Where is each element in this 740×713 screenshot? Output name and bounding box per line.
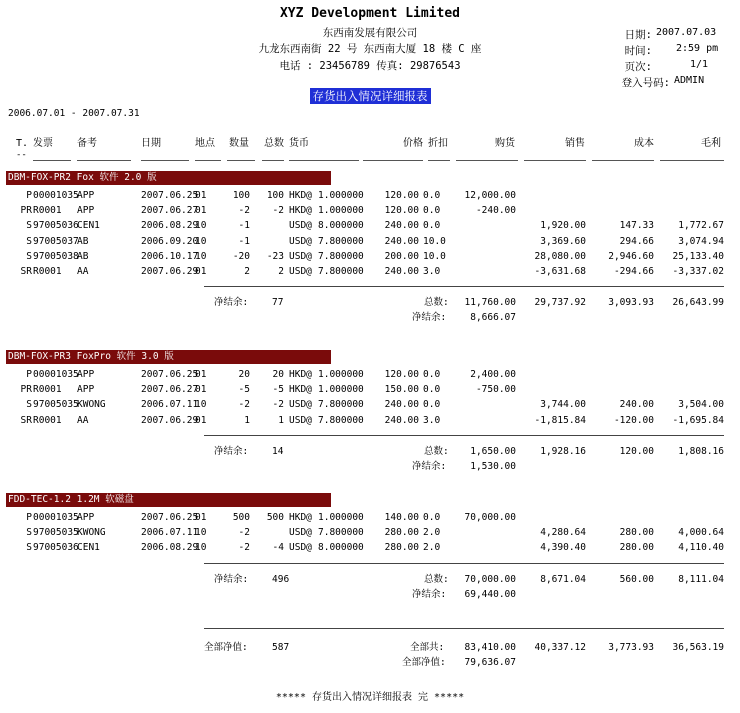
cell-loc: 10 — [195, 542, 207, 554]
cell-date: 2006.08.29 — [141, 220, 199, 232]
table-row — [0, 414, 740, 428]
cell-margin: 4,000.64 — [678, 527, 724, 539]
header-underline — [195, 160, 221, 161]
cell-purchase: 2,400.00 — [470, 369, 516, 380]
cell-rate: 7.800000 — [318, 250, 364, 262]
cell-qty: -2 — [238, 527, 250, 539]
cell-total: 20 — [272, 369, 284, 380]
summary-purchase-total: 70,000.00 — [464, 573, 516, 585]
header-underline — [262, 160, 284, 161]
summary-margin-total: 8,111.04 — [678, 573, 724, 585]
cell-rate: 1.000000 — [318, 205, 364, 217]
summary-net-label: 净结余: — [214, 573, 249, 585]
table-row — [0, 189, 740, 203]
group-net-balance-row — [0, 588, 740, 602]
group-header: DBM-FOX-PR3 FoxPro 软件 3.0 版 — [6, 350, 331, 364]
net-balance-label: 净结余: — [412, 312, 447, 324]
cell-purchase: -240.00 — [475, 205, 516, 217]
summary-margin-total: 26,643.99 — [672, 297, 724, 309]
cell-t: PR — [20, 384, 32, 396]
header-underline — [227, 160, 255, 161]
summary-net-label: 净结余: — [214, 445, 249, 457]
cell-sales: 3,744.00 — [540, 399, 586, 411]
cell-cur: USD@ — [289, 235, 312, 247]
group-summary-row — [0, 296, 740, 310]
cell-rate: 7.800000 — [318, 527, 364, 539]
col-currency: 货币 — [289, 138, 309, 149]
cell-margin: 3,074.94 — [678, 235, 724, 247]
cell-t: P — [26, 369, 32, 380]
grand-total-label: 全部共: — [410, 642, 445, 653]
col-purchase: 购货 — [495, 138, 515, 149]
cell-cost: 147.33 — [619, 220, 654, 232]
col-sales: 销售 — [565, 138, 585, 149]
header-underline — [456, 160, 518, 161]
group-net-balance-row — [0, 311, 740, 325]
cell-t: S — [26, 527, 32, 539]
group-header: FDD-TEC-1.2 1.2M 软磁盘 — [6, 493, 331, 507]
cell-qty: -5 — [238, 384, 250, 396]
table-row — [0, 526, 740, 540]
cell-date: 2007.06.25 — [141, 512, 199, 523]
header-underline — [363, 160, 423, 161]
cell-inv: 00001035 — [33, 369, 79, 380]
cell-disc: 0.0 — [423, 399, 441, 411]
company-address: 九龙东西南街 22 号 东西南大厦 18 楼 C 座 — [258, 43, 482, 55]
cell-sales: 1,920.00 — [540, 220, 586, 232]
cell-price: 120.00 — [384, 205, 419, 217]
cell-inv: 00001035 — [33, 512, 79, 523]
cell-cur: USD@ — [289, 266, 312, 277]
summary-sales-total: 8,671.04 — [540, 573, 586, 585]
group-summary-row — [0, 573, 740, 587]
cell-qty: 500 — [232, 512, 250, 523]
cell-loc: 01 — [195, 512, 207, 523]
col-discount: 折扣 — [428, 138, 448, 149]
cell-loc: 10 — [195, 250, 207, 262]
cell-inv: R0001 — [33, 414, 62, 426]
cell-margin: 25,133.40 — [672, 250, 724, 262]
summary-net-label: 净结余: — [214, 297, 249, 309]
cell-rem: AB — [77, 250, 89, 262]
header-underline — [77, 160, 131, 161]
cell-t: S — [26, 250, 32, 262]
cell-inv: R0001 — [33, 266, 62, 277]
cell-total: -2 — [272, 205, 284, 217]
cell-inv: 97005035 — [33, 399, 79, 411]
grand-margin-total: 36,563.19 — [672, 642, 724, 653]
cell-rate: 8.000000 — [318, 542, 364, 554]
cell-sales: 4,390.40 — [540, 542, 586, 554]
table-row — [0, 265, 740, 279]
summary-sales-total: 29,737.92 — [534, 297, 586, 309]
cell-rem: APP — [77, 384, 95, 396]
page-label: 页次: — [624, 61, 652, 73]
cell-rem: APP — [77, 205, 95, 217]
cell-price: 200.00 — [384, 250, 419, 262]
col-date: 日期 — [141, 138, 161, 149]
cell-rem: CEN1 — [77, 220, 100, 232]
cell-t: P — [26, 512, 32, 523]
group-net-balance-row — [0, 460, 740, 474]
grand-net-value-row — [0, 656, 740, 670]
cell-sales: 28,080.00 — [534, 250, 586, 262]
cell-date: 2006.09.20 — [141, 235, 199, 247]
grand-total-row — [0, 641, 740, 655]
summary-divider — [204, 563, 724, 564]
cell-rem: APP — [77, 369, 95, 380]
cell-rate: 7.800000 — [318, 399, 364, 411]
summary-total-label: 总数: — [424, 297, 449, 309]
cell-inv: 97005038 — [33, 250, 79, 262]
cell-loc: 01 — [195, 369, 207, 380]
col-cost: 成本 — [634, 138, 654, 149]
cell-price: 280.00 — [384, 527, 419, 539]
cell-rate: 7.800000 — [318, 266, 364, 277]
cell-disc: 0.0 — [423, 369, 441, 380]
col-remark: 备考 — [77, 138, 97, 149]
table-row — [0, 368, 740, 382]
cell-cur: USD@ — [289, 414, 312, 426]
cell-total: 100 — [266, 190, 284, 201]
cell-qty: -2 — [238, 399, 250, 411]
cell-qty: 100 — [232, 190, 250, 201]
report-title: 存货出入情况详细报表 — [310, 88, 431, 104]
cell-cur: USD@ — [289, 399, 312, 411]
cell-purchase: 70,000.00 — [464, 512, 516, 523]
header-underline — [592, 160, 654, 161]
header-underline — [141, 160, 189, 161]
cell-price: 240.00 — [384, 399, 419, 411]
summary-total-label: 总数: — [424, 445, 449, 457]
cell-t: S — [26, 235, 32, 247]
cell-qty: 2 — [244, 266, 250, 277]
header-underline — [289, 160, 359, 161]
cell-t: SR — [20, 266, 32, 277]
grand-net-value: 79,636.07 — [464, 657, 516, 668]
cell-total: -23 — [266, 250, 284, 262]
cell-sales: 3,369.60 — [540, 235, 586, 247]
cell-inv: R0001 — [33, 205, 62, 217]
table-row — [0, 541, 740, 555]
report-footer: ***** 存货出入情况详细报表 完 ***** — [275, 692, 465, 703]
header-underline — [524, 160, 586, 161]
cell-cur: HKD@ — [289, 205, 312, 217]
cell-loc: 10 — [195, 235, 207, 247]
cell-inv: 00001035 — [33, 190, 79, 201]
cell-price: 120.00 — [384, 369, 419, 380]
net-balance-value: 1,530.00 — [470, 460, 516, 472]
cell-cur: USD@ — [289, 250, 312, 262]
summary-total-label: 总数: — [424, 573, 449, 585]
cell-purchase: 12,000.00 — [464, 190, 516, 201]
time-value: 2:59 pm — [676, 43, 719, 54]
cell-disc: 3.0 — [423, 414, 441, 426]
grand-net-qty: 587 — [272, 642, 290, 653]
summary-purchase-total: 11,760.00 — [464, 297, 516, 309]
cell-total: 2 — [278, 266, 284, 277]
cell-date: 2007.06.25 — [141, 190, 199, 201]
cell-sales: -3,631.68 — [534, 266, 586, 277]
col-margin: 毛利 — [701, 138, 721, 149]
header-underline — [33, 160, 71, 161]
cell-rate: 1.000000 — [318, 512, 364, 523]
col-type: T. — [16, 138, 29, 149]
col-price: 价格 — [403, 138, 423, 149]
cell-loc: 01 — [195, 205, 207, 217]
table-row — [0, 219, 740, 233]
cell-qty: -2 — [238, 205, 250, 217]
cell-date: 2006.08.29 — [141, 542, 199, 554]
cell-disc: 0.0 — [423, 220, 441, 232]
cell-inv: 97005036 — [33, 220, 79, 232]
net-balance-label: 净结余: — [412, 460, 447, 472]
cell-t: S — [26, 220, 32, 232]
cell-sales: -1,815.84 — [534, 414, 586, 426]
cell-inv: R0001 — [33, 384, 62, 396]
cell-disc: 0.0 — [423, 384, 441, 396]
cell-price: 240.00 — [384, 220, 419, 232]
col-location: 地点 — [195, 138, 215, 149]
cell-disc: 10.0 — [423, 235, 446, 247]
cell-loc: 10 — [195, 399, 207, 411]
cell-date: 2006.07.11 — [141, 527, 199, 539]
cell-date: 2007.06.29 — [141, 414, 199, 426]
company-chinese-name: 东西南发展有限公司 — [322, 27, 418, 39]
header-underline — [660, 160, 724, 161]
cell-rate: 1.000000 — [318, 190, 364, 201]
cell-margin: -1,695.84 — [672, 414, 724, 426]
cell-price: 240.00 — [384, 414, 419, 426]
cell-rate: 1.000000 — [318, 369, 364, 380]
cell-cur: USD@ — [289, 542, 312, 554]
cell-price: 240.00 — [384, 235, 419, 247]
date-label: 日期: — [624, 29, 652, 41]
summary-cost-total: 3,093.93 — [608, 297, 654, 309]
cell-inv: 97005037 — [33, 235, 79, 247]
cell-cur: HKD@ — [289, 190, 312, 201]
cell-disc: 3.0 — [423, 266, 441, 277]
column-header-row — [0, 137, 740, 151]
cell-rem: AA — [77, 266, 89, 277]
cell-qty: 20 — [238, 369, 250, 380]
cell-cur: HKD@ — [289, 384, 312, 396]
summary-margin-total: 1,808.16 — [678, 445, 724, 457]
cell-rem: AB — [77, 235, 89, 247]
summary-sales-total: 1,928.16 — [540, 445, 586, 457]
summary-cost-total: 120.00 — [619, 445, 654, 457]
table-row — [0, 511, 740, 525]
grand-cost-total: 3,773.93 — [608, 642, 654, 653]
cell-disc: 0.0 — [423, 512, 441, 523]
cell-qty: 1 — [244, 414, 250, 426]
cell-cost: -294.66 — [613, 266, 654, 277]
table-row — [0, 398, 740, 412]
net-balance-value: 8,666.07 — [470, 312, 516, 324]
cell-t: SR — [20, 414, 32, 426]
cell-qty: -1 — [238, 220, 250, 232]
cell-t: P — [26, 190, 32, 201]
cell-cost: 280.00 — [619, 542, 654, 554]
cell-disc: 10.0 — [423, 250, 446, 262]
summary-net-qty: 77 — [272, 297, 284, 309]
cell-cost: 280.00 — [619, 527, 654, 539]
cell-sales: 4,280.64 — [540, 527, 586, 539]
cell-loc: 10 — [195, 527, 207, 539]
cell-margin: 4,110.40 — [678, 542, 724, 554]
cell-cost: 240.00 — [619, 399, 654, 411]
cell-disc: 0.0 — [423, 190, 441, 201]
cell-total: 500 — [266, 512, 284, 523]
cell-rate: 7.800000 — [318, 414, 364, 426]
cell-rem: APP — [77, 512, 95, 523]
cell-cur: USD@ — [289, 220, 312, 232]
cell-cur: HKD@ — [289, 369, 312, 380]
cell-price: 120.00 — [384, 190, 419, 201]
company-name: XYZ Development Limited — [279, 6, 460, 21]
summary-net-qty: 14 — [272, 445, 284, 457]
group-header: DBM-FOX-PR2 Fox 软件 2.0 版 — [6, 171, 331, 185]
cell-margin: 3,504.00 — [678, 399, 724, 411]
cell-t: S — [26, 399, 32, 411]
table-row — [0, 204, 740, 218]
summary-cost-total: 560.00 — [619, 573, 654, 585]
cell-rate: 1.000000 — [318, 384, 364, 396]
cell-disc: 2.0 — [423, 542, 441, 554]
table-row — [0, 235, 740, 249]
login-value: ADMIN — [674, 75, 705, 86]
cell-total: -2 — [272, 399, 284, 411]
header-underline — [428, 160, 450, 161]
cell-cost: 294.66 — [619, 235, 654, 247]
login-label: 登入号码: — [621, 77, 670, 89]
cell-price: 240.00 — [384, 266, 419, 277]
cell-date: 2007.06.25 — [141, 369, 199, 380]
net-balance-value: 69,440.00 — [464, 588, 516, 600]
cell-price: 140.00 — [384, 512, 419, 523]
cell-rem: CEN1 — [77, 542, 100, 554]
cell-rate: 7.800000 — [318, 235, 364, 247]
cell-qty: -1 — [238, 235, 250, 247]
cell-rem: AA — [77, 414, 89, 426]
date-range: 2006.07.01 - 2007.07.31 — [8, 108, 140, 119]
cell-margin: 1,772.67 — [678, 220, 724, 232]
cell-rem: KWONG — [77, 527, 106, 539]
grand-divider — [204, 628, 724, 629]
cell-disc: 0.0 — [423, 205, 441, 217]
summary-divider — [204, 435, 724, 436]
cell-date: 2007.06.29 — [141, 266, 199, 277]
cell-date: 2006.07.11 — [141, 399, 199, 411]
cell-rate: 8.000000 — [318, 220, 364, 232]
page-value: 1/1 — [690, 59, 709, 70]
cell-margin: -3,337.02 — [672, 266, 724, 277]
cell-loc: 10 — [195, 220, 207, 232]
table-row — [0, 383, 740, 397]
cell-qty: -20 — [232, 250, 250, 262]
summary-net-qty: 496 — [272, 573, 290, 585]
cell-loc: 01 — [195, 384, 207, 396]
grand-sales-total: 40,337.12 — [534, 642, 586, 653]
grand-net-label: 全部净值: — [204, 642, 248, 653]
cell-t: S — [26, 542, 32, 554]
cell-cur: HKD@ — [289, 512, 312, 523]
cell-total: -4 — [272, 542, 284, 554]
cell-date: 2007.06.27 — [141, 205, 199, 217]
col-invoice: 发票 — [33, 138, 53, 149]
cell-total: 1 — [278, 414, 284, 426]
summary-purchase-total: 1,650.00 — [470, 445, 516, 457]
cell-cur: USD@ — [289, 527, 312, 539]
cell-rem: APP — [77, 190, 95, 201]
company-phone-fax: 电话 : 23456789 传真: 29876543 — [279, 60, 461, 72]
cell-inv: 97005036 — [33, 542, 79, 554]
group-summary-row — [0, 445, 740, 459]
col-type-dashes: -- — [16, 150, 27, 160]
cell-date: 2007.06.27 — [141, 384, 199, 396]
cell-t: PR — [20, 205, 32, 217]
cell-cost: -120.00 — [613, 414, 654, 426]
cell-loc: 01 — [195, 266, 207, 277]
col-total-qty: 总数 — [264, 138, 284, 149]
cell-loc: 01 — [195, 190, 207, 201]
cell-purchase: -750.00 — [475, 384, 516, 396]
net-balance-label: 净结余: — [412, 588, 447, 600]
cell-cost: 2,946.60 — [608, 250, 654, 262]
cell-rem: KWONG — [77, 399, 106, 411]
date-value: 2007.07.03 — [656, 27, 717, 38]
cell-inv: 97005035 — [33, 527, 79, 539]
cell-loc: 01 — [195, 414, 207, 426]
grand-net-value-label: 全部净值: — [402, 657, 446, 668]
cell-price: 280.00 — [384, 542, 419, 554]
summary-divider — [204, 286, 724, 287]
col-qty: 数量 — [229, 138, 249, 149]
cell-total: -5 — [272, 384, 284, 396]
cell-disc: 2.0 — [423, 527, 441, 539]
cell-date: 2006.10.17 — [141, 250, 199, 262]
cell-price: 150.00 — [384, 384, 419, 396]
time-label: 时间: — [624, 45, 652, 57]
grand-purchase-total: 83,410.00 — [464, 642, 516, 653]
table-row — [0, 250, 740, 264]
cell-qty: -2 — [238, 542, 250, 554]
